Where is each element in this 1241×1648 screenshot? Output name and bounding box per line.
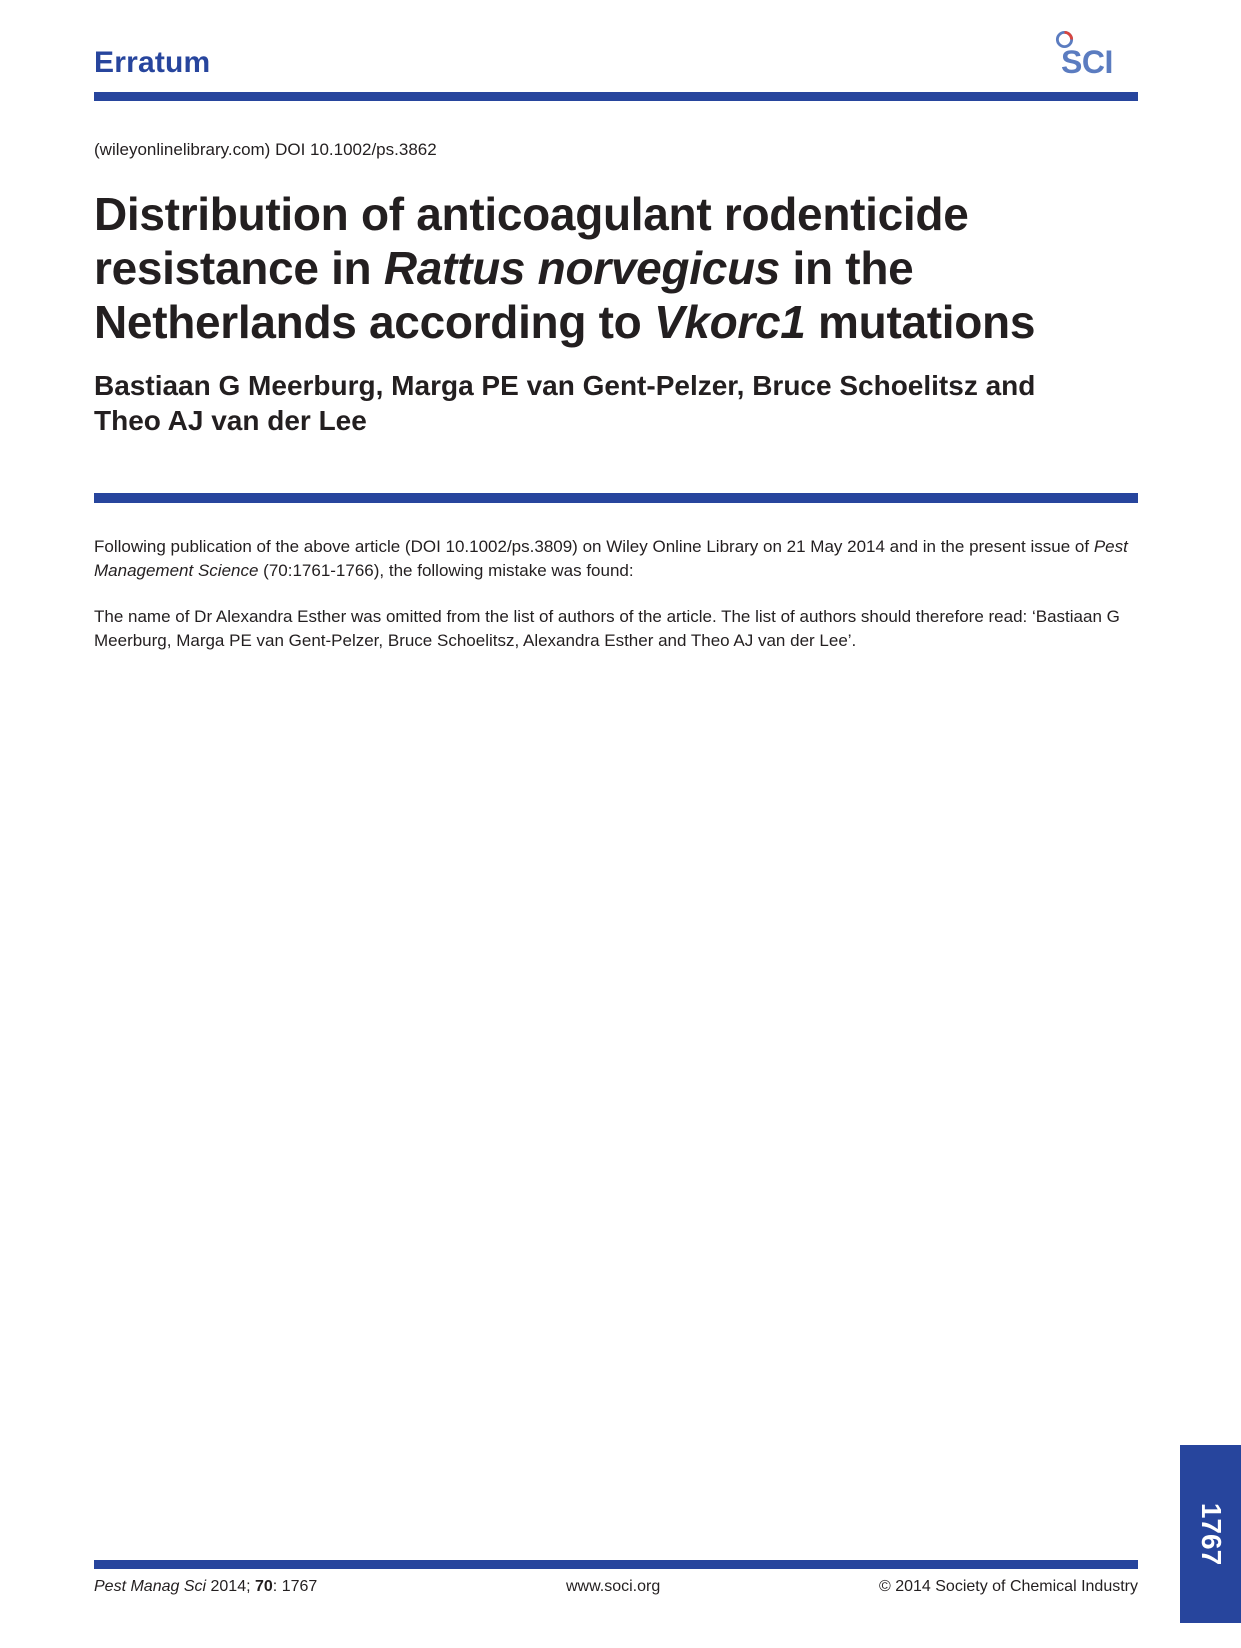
erratum-paragraph-2: The name of Dr Alexandra Esther was omitted from the list of authors of the article. The list of authors should therefore read: ‘Bastiaan G Meerburg, Marga PE van Gent-Pelzer, Bruce Schoelitsz, Alexandra Esther and Theo AJ van der Lee’. bbox=[94, 607, 1120, 650]
footer-volume: 70 bbox=[255, 1578, 273, 1595]
page-number: 1767 bbox=[1195, 1502, 1227, 1566]
title-line-3-pre: Netherlands according to bbox=[94, 296, 654, 348]
journal-name: Pest Management Science bbox=[94, 537, 1128, 580]
footer-page: : 1767 bbox=[272, 1578, 318, 1595]
sci-logo-text: SCI bbox=[1061, 44, 1113, 80]
footer-copyright: © 2014 Society of Chemical Industry bbox=[878, 1578, 1138, 1595]
title-line-2 bbox=[94, 241, 1138, 295]
authors-line-2: Theo AJ van der Lee bbox=[94, 405, 367, 436]
title-line-3 bbox=[94, 295, 1138, 349]
footer-divider bbox=[94, 1560, 1138, 1569]
title-line-1: Distribution of anticoagulant rodenticide bbox=[94, 188, 969, 240]
para1-post: (70:1761-1766), the following mistake was found: bbox=[258, 561, 634, 580]
authors-line-1: Bastiaan G Meerburg, Marga PE van Gent-Pelzer, Bruce Schoelitsz and bbox=[94, 370, 1036, 401]
page-number-tab bbox=[1180, 1445, 1241, 1623]
title-gene: Vkorc1 bbox=[653, 296, 806, 348]
footer-year: 2014; bbox=[206, 1578, 255, 1595]
header-divider bbox=[94, 92, 1138, 101]
doi-line: (wileyonlinelibrary.com) DOI 10.1002/ps.3862 bbox=[94, 140, 437, 159]
footer-website: www.soci.org bbox=[566, 1578, 661, 1595]
title-line-2-pre: resistance in bbox=[94, 242, 384, 294]
sci-logo bbox=[1048, 26, 1138, 84]
footer-journal: Pest Manag Sci bbox=[94, 1578, 207, 1595]
title-line-2-post: in the bbox=[780, 242, 914, 294]
article-title bbox=[94, 187, 1138, 349]
title-line-3-post: mutations bbox=[805, 296, 1036, 348]
footer-citation bbox=[94, 1578, 317, 1596]
title-divider bbox=[94, 493, 1138, 503]
section-label: Erratum bbox=[94, 46, 211, 79]
erratum-paragraph-1 bbox=[94, 535, 1138, 583]
title-species: Rattus norvegicus bbox=[383, 242, 781, 294]
author-list bbox=[94, 368, 1138, 438]
para1-pre: Following publication of the above article (DOI 10.1002/ps.3809) on Wiley Online Library on 21 May 2014 and in the present issue of bbox=[94, 537, 1094, 556]
